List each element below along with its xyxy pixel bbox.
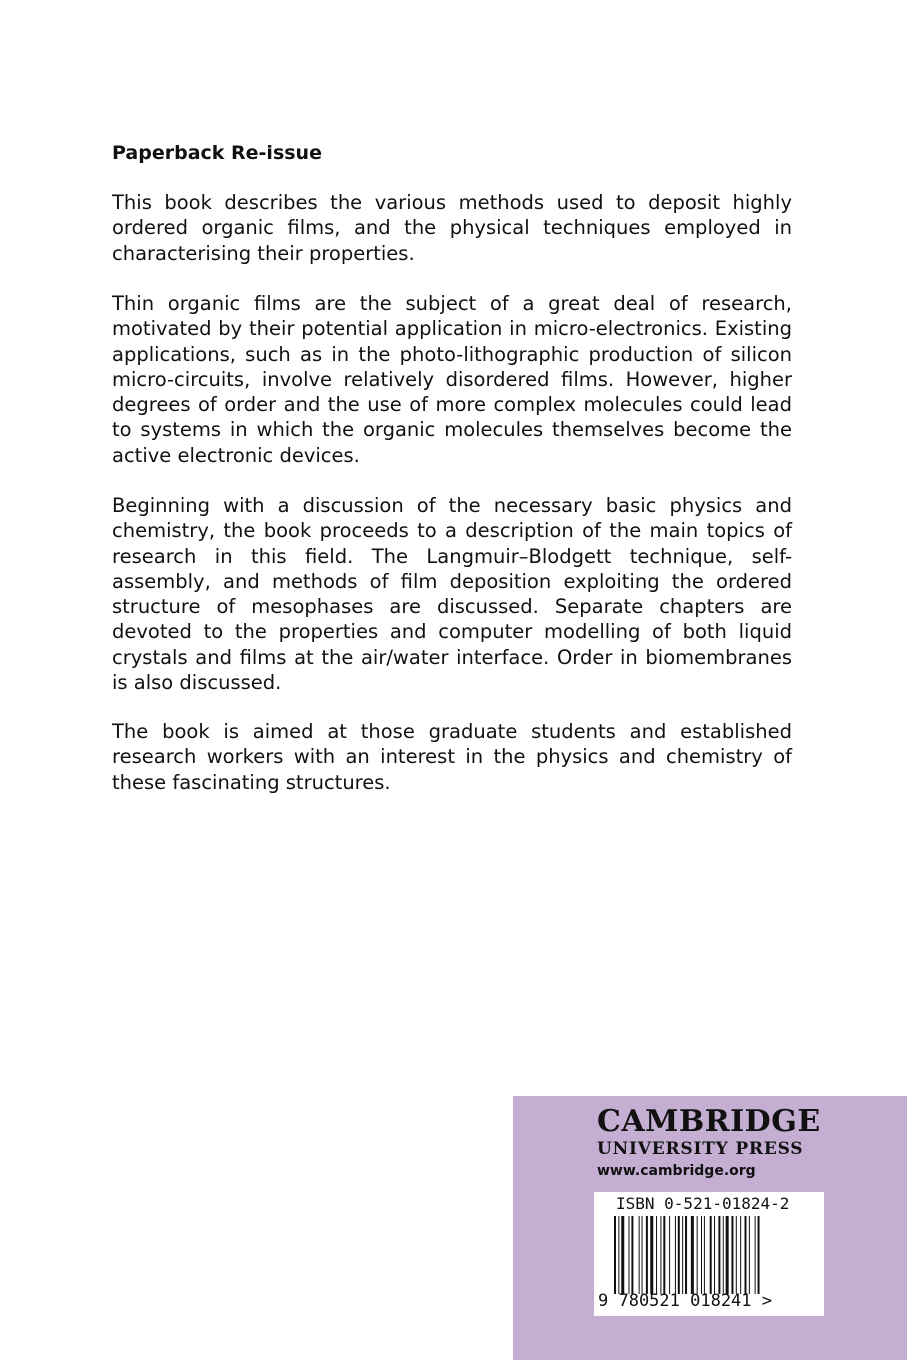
isbn-number: ISBN 0-521-01824-2 [616, 1194, 790, 1213]
section-heading: Paperback Re-issue [112, 142, 322, 164]
publisher-url: www.cambridge.org [597, 1163, 756, 1179]
barcode-icon [614, 1216, 810, 1294]
description-paragraph-2: Thin organic films are the subject of a great deal of research, motivated by their potential application in micro-electronics. Existing applications, such as in the photo-lithographic production of silicon micro-circuits, involve relatively disordered films. However, higher degrees of order and the use of more complex molecules could lead to systems in which the organic molecules themselves become the active electronic devices. [112, 292, 792, 467]
publisher-subname: UNIVERSITY PRESS [597, 1139, 804, 1159]
description-paragraph-1: This book describes the various methods used to deposit highly ordered organic films, and the physical techniques employed in characterising their properties. [112, 191, 792, 265]
ean-digits: 9 780521 018241 > [598, 1291, 772, 1311]
description-paragraph-4: The book is aimed at those graduate students and established research workers with an interest in the physics and chemistry of these fascinating structures. [112, 720, 792, 794]
description-paragraph-3: Beginning with a discussion of the necessary basic physics and chemistry, the book proceeds to a description of the main topics of research in this field. The Langmuir–Blodgett technique, self-assembly, and methods of film deposition exploiting the ordered structure of mesophases are discussed. Separate chapters are devoted to the properties and computer modelling of both liquid crystals and films at the air/water interface. Order in biomembranes is also discussed. [112, 494, 792, 695]
barcode-label [594, 1192, 824, 1316]
publisher-panel [513, 1096, 907, 1360]
publisher-name: CAMBRIDGE [597, 1104, 821, 1139]
